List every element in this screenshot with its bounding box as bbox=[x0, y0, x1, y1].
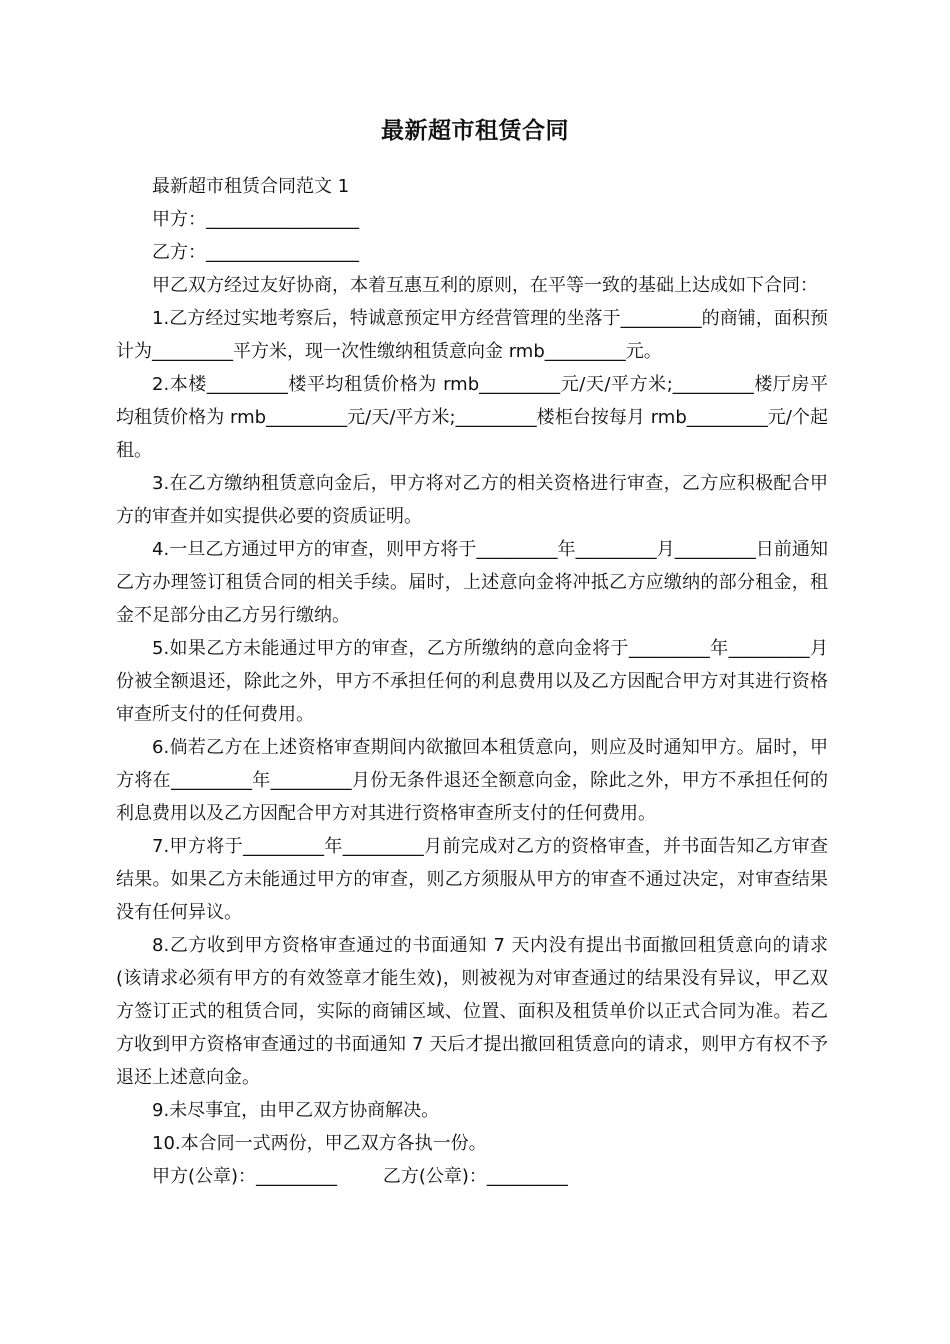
clause-9: 9.未尽事宜，由甲乙双方协商解决。 bbox=[152, 1100, 440, 1121]
heading-sample-1: 最新超市租赁合同范文 1 bbox=[152, 176, 350, 197]
clause-10: 10.本合同一式两份，甲乙双方各执一份。 bbox=[152, 1133, 487, 1154]
clause-2: 2.本楼_________楼平均租赁价格为 rmb_________元/天/平方米;_________楼厅房平均租赁价格为 rmb_________元/天/平方米;_________楼柜台按每月 rmb_________元/个起租。 bbox=[116, 374, 828, 461]
clause-1: 1.乙方经过实地考察后，特诚意预定甲方经营管理的坐落于_________的商铺，面积预计为_________平方米，现一次性缴纳租赁意向金 rmb_________元。 bbox=[116, 308, 828, 362]
party-b-line: 乙方：_________________ bbox=[152, 242, 359, 263]
document-body bbox=[116, 170, 828, 1193]
clause-5: 5.如果乙方未能通过甲方的审查，乙方所缴纳的意向金将于_________年_________月份被全额退还，除此之外，甲方不承担任何的利息费用以及乙方因配合甲方对其进行资格审查所支付的任何费用。 bbox=[116, 638, 828, 725]
signature-line: 甲方(公章)：_________ 乙方(公章)：_________ bbox=[152, 1166, 568, 1187]
document-title: 最新超市租赁合同 bbox=[381, 118, 569, 144]
clause-3: 3.在乙方缴纳租赁意向金后，甲方将对乙方的相关资格进行审查，乙方应积极配合甲方的审查并如实提供必要的资质证明。 bbox=[116, 473, 828, 527]
clause-4: 4.一旦乙方通过甲方的审查，则甲方将于_________年_________月_________日前通知乙方办理签订租赁合同的相关手续。届时，上述意向金将冲抵乙方应缴纳的部分租金，租金不足部分由乙方另行缴纳。 bbox=[116, 539, 828, 626]
preamble-paragraph: 甲乙双方经过友好协商，本着互惠互利的原则，在平等一致的基础上达成如下合同： bbox=[152, 275, 818, 296]
clause-6: 6.倘若乙方在上述资格审查期间内欲撤回本租赁意向，则应及时通知甲方。届时，甲方将在_________年_________月份无条件退还全额意向金，除此之外，甲方不承担任何的利息费用以及乙方因配合甲方对其进行资格审查所支付的任何费用。 bbox=[116, 737, 828, 824]
clause-7: 7.甲方将于_________年_________月前完成对乙方的资格审查，并书面告知乙方审查结果。如果乙方未能通过甲方的审查，则乙方须服从甲方的审查不通过决定，对审查结果没有任何异议。 bbox=[116, 836, 828, 923]
clause-8: 8.乙方收到甲方资格审查通过的书面通知 7 天内没有提出书面撤回租赁意向的请求(该请求必须有甲方的有效签章才能生效)，则被视为对审查通过的结果没有异议，甲乙双方签订正式的租赁合同，实际的商铺区域、位置、面积及租赁单价以正式合同为准。若乙方收到甲方资格审查通过的书面通知 7 天后才提出撤回租赁意向的请求，则甲方有权不予退还上述意向金。 bbox=[116, 935, 828, 1088]
party-a-line: 甲方：_________________ bbox=[152, 209, 359, 230]
